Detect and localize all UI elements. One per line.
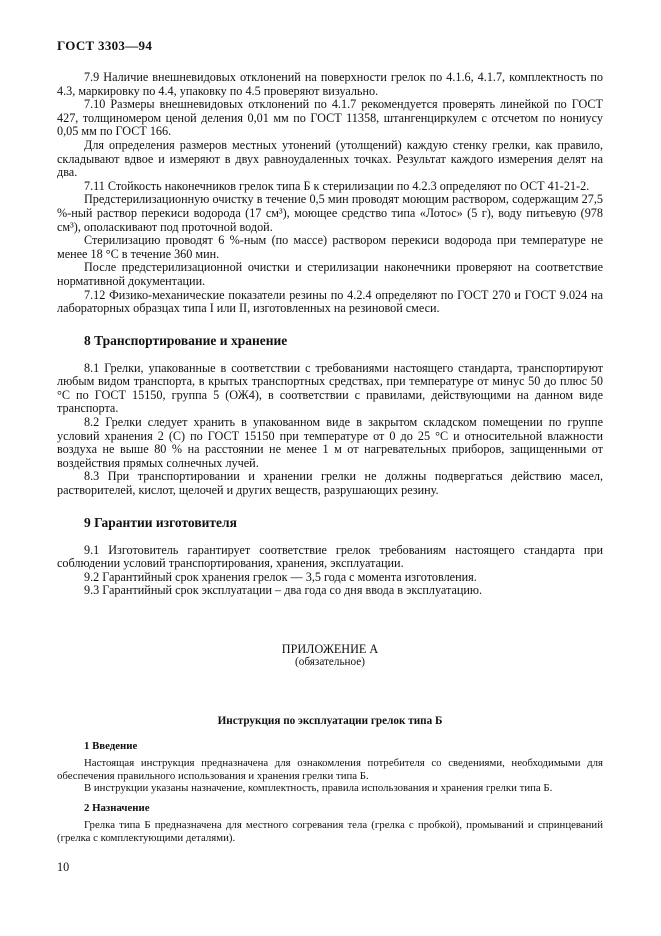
paragraph: 7.11 Стойкость наконечников грелок типа Б к стерилизации по 4.2.3 определяют по ОСТ 41-21-2. [84,178,590,193]
section-heading: 9 Гарантии изготовителя [84,514,237,530]
paragraph: 7.12 Физико-механические показатели резины по 4.2.4 определяют по ГОСТ 270 и ГОСТ 9.024 на лабораторных образцах типа I или II, изготовленных на резиновой смеси. [57,287,603,316]
document-body [57,71,603,844]
page-number: 10 [57,860,70,874]
paragraph: 8.2 Грелки следует хранить в упакованном виде в закрытом складском помещении по группе условий хранения 2 (С) по ГОСТ 15150 при температуре от 0 до 25 °С и относительной влажности воздуха не выше 80 % на расстоянии не менее 1 м от нагревательных приборов, защищенными от воздействия прямых солнечных лучей. [57,415,603,470]
appendix-title: Инструкция по эксплуатации грелок типа Б [217,715,443,727]
paragraph: 9.2 Гарантийный срок хранения грелок — 3,5 года с момента изготовления. [84,569,477,584]
subsection-heading: 2 Назначение [84,802,150,815]
section-heading: 8 Транспортирование и хранение [84,332,288,348]
appendix-label: ПРИЛОЖЕНИЕ А [281,642,379,656]
paragraph: После предстерилизационной очистки и стерилизации наконечники проверяют на соответствие нормативной документации. [57,260,603,288]
paragraph: 8.1 Грелки, упакованные в соответствии с требованиями настоящего стандарта, транспортируют любым видом транспорта, в крытых транспортных средствах, при температуре от минус 50 до плюс 50 °С по ГОСТ 15150, группа 5 (ОЖ4), в соответствии с правилами, действующими на данном виде транспорта. [57,360,603,416]
paragraph: 7.10 Размеры внешневидовых отклонений по 4.1.7 рекомендуется проверять линейкой по ГОСТ 427, толщиномером ценой деления 0,01 мм по ГОСТ 11358, штангенциркулем с отсчетом по нониусу 0,05 мм по ГОСТ 166. [57,97,603,139]
paragraph: Предстерилизационную очистку в течение 0,5 мин проводят моющим раствором, содержащим 27,5 %-ный раствор перекиси водорода (17 см³), моющее средство типа «Лотос» (5 г), воду питьевую (978 см³), ополаскивают под проточной водой. [57,192,603,234]
paragraph: Для определения размеров местных утонений (утолщений) каждую стенку грелки, как правило, складывают вдвое и измеряют в двух равноудаленных точках. Результат каждого измерения делят на два. [57,137,603,180]
paragraph: 8.3 При транспортировании и хранении грелки не должны подвергаться действию масел, растворителей, кислот, щелочей и других веществ, разрушающих резину. [57,469,603,498]
paragraph: 7.9 Наличие внешневидовых отклонений на поверхности грелок по 4.1.6, 4.1.7, комплектность по 4.3, маркировку по 4.4, упаковку по 4.5 проверяют визуально. [57,70,603,98]
paragraph: Грелка типа Б предназначена для местного согревания тела (грелка с пробкой), промываний и спринцеваний (грелка с комплектующими деталями). [57,819,603,844]
paragraph: 9.1 Изготовитель гарантирует соответствие грелок требованиям настоящего стандарта при соблюдении условий транспортирования, хранения, эксплуатации. [57,542,603,571]
subsection-heading: 1 Введение [84,740,138,752]
appendix-note: (обязательное) [295,656,365,668]
paragraph: 9.3 Гарантийный срок эксплуатации – два года со дня ввода в эксплуатацию. [84,583,483,598]
paragraph: В инструкции указаны назначение, комплектность, правила использования и хранения грелки типа Б. [84,781,553,794]
paragraph: Настоящая инструкция предназначена для ознакомления потребителя со сведениями, необходимыми для обеспечения правильного использования и хранения грелки типа Б. [57,757,603,782]
doc-number: ГОСТ 3303—94 [57,38,153,53]
paragraph: Стерилизацию проводят 6 %-ным (по массе) раствором перекиси водорода при температуре не менее 18 °С в течение 360 мин. [57,233,603,261]
